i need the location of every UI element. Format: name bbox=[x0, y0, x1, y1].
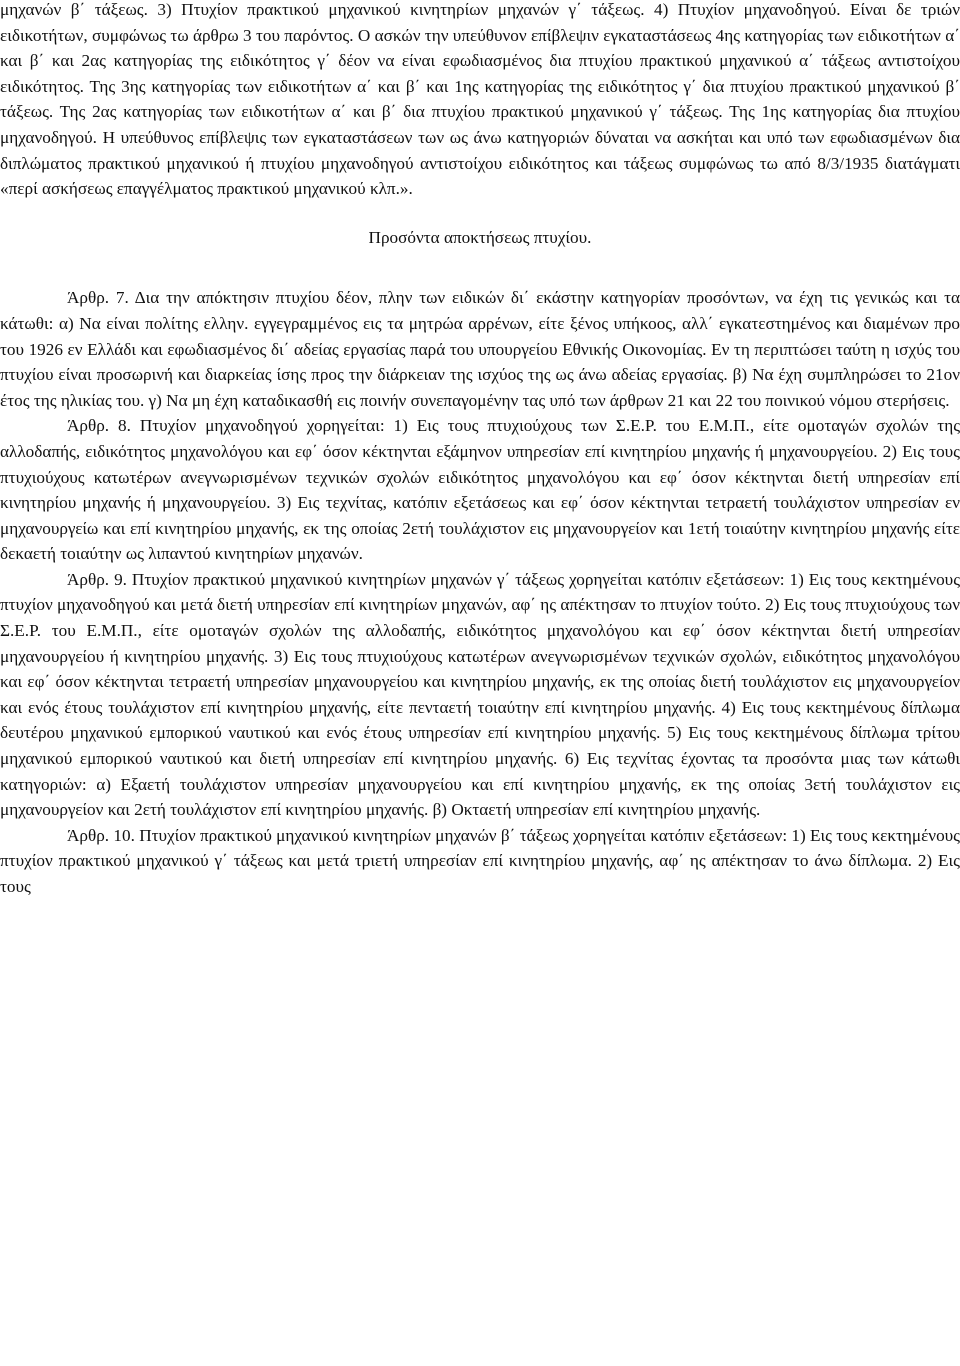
section-heading: Προσόντα αποκτήσεως πτυχίου. bbox=[368, 227, 592, 247]
paragraph-article-7: Άρθρ. 7. Δια την απόκτησιν πτυχίου δέον, πλην των ειδικών δι΄ εκάστην κατηγορίαν προσόντων, να έχη τις γενικώς και τα κάτωθι: α) Να είναι πολίτης ελλην. εγγεγραμμένος εις τα μητρώα αρρένων, είτε ξένος υπήκοος, αλλ΄ εγκατεστημένος και διαμένων προ του 1926 εν Ελλάδι και εφωδιασμένος δι΄ αδείας εργασίας παρά του υπουργείου Εθνικής Οικονομίας. Εν τη περιπτώσει ταύτη η ισχύς του πτυχίου είναι προσωρινή και διαρκείας ίσης προς την διάρκειαν της ισχύος της ως άνω αδείας εργασίας. β) Να έχη συμπληρώσει το 21ον έτος της ηλικίας του. γ) Να μη έχη καταδικασθή εις ποινήν συνεπαγομένην τας υπό των άρθρων 21 και 22 του ποινικού νόμου στερήσεις. bbox=[0, 288, 960, 410]
paragraph-article-10: Άρθρ. 10. Πτυχίον πρακτικού μηχανικού κινητηρίων μηχανών β΄ τάξεως χορηγείται κατόπιν εξετάσεων: 1) Εις τους κεκτημένους πτυχίον πρακτικού μηχανικού γ΄ τάξεως και μετά τριετή υπηρεσίαν επί κινητηρίου μηχανής, αφ΄ ης απέκτησαν το άνω δίπλωμα. 2) Εις τους bbox=[0, 825, 960, 896]
paragraph-article-9: Άρθρ. 9. Πτυχίον πρακτικού μηχανικού κινητηρίων μηχανών γ΄ τάξεως χορηγείται κατόπιν εξετάσεων: 1) Εις τους κεκτημένους πτυχίον μηχανοδηγού και μετά διετή υπηρεσίαν επί κινητηρίων μηχανών, αφ΄ ης απέκτησαν το πτυχίον τούτο. 2) Εις τους πτυχιούχους των Σ.Ε.Ρ. του Ε.Μ.Π., είτε ομοταγών σχολών της αλλοδαπής, ειδικότητος μηχανολόγου και εφ΄ όσον κέκτηνται διετή υπηρεσίαν μηχανουργείου ή κινητηρίου μηχανής. 3) Εις τους πτυχιούχους κατωτέρων ανεγνωρισμένων τεχνικών σχολών, ειδικότητος μηχανολόγου και εφ΄ όσον κέκτηνται τετραετή υπηρεσίαν μηχανουργείου και κινητηρίου μηχανής, εκ της οποίας διετή τουλάχιστον εις μηχανουργείον και ενός έτους τουλάχιστον επί κινητηρίου μηχανής, είτε πενταετή τοιαύτην επί κινητηρίου μηχανής. 4) Εις τους κεκτημένους δίπλωμα δευτέρου μηχανικού εμπορικού ναυτικού και ενός έτους υπηρεσίαν επί κινητηρίου μηχανής. 5) Εις τους κεκτημένους δίπλωμα τρίτου μηχανικού εμπορικού ναυτικού και διετή υπηρεσίαν επί κινητηρίου μηχανής. 6) Εις τεχνίτας έχοντας τα προσόντα μιας των κάτωθι κατηγοριών: α) Εξαετή τουλάχιστον υπηρεσίαν μηχανουργείου και επί κινητηρίου μηχανής, εκ της οποίας 3ετή τουλάχιστον εις μηχανουργείον και 2ετή τουλάχιστον επί κινητηρίου μηχανής. β) Οκταετή υπηρεσίαν επί κινητηρίου μηχανής. bbox=[0, 569, 960, 820]
paragraph-article-8: Άρθρ. 8. Πτυχίον μηχανοδηγού χορηγείται: 1) Εις τους πτυχιούχους των Σ.Ε.Ρ. του Ε.Μ.Π., είτε ομοταγών σχολών της αλλοδαπής, ειδικότητος μηχανολόγου και εφ΄ όσον κέκτηνται εξάμηνον υπηρεσίαν επί κινητηρίου μηχανής ή μηχανουργείου. 2) Εις τους πτυχιούχους κατωτέρων ανεγνωρισμένων τεχνικών σχολών ειδικότητος μηχανολόγου και εφ΄ όσον κέκτηνται διετή υπηρεσίαν επί κινητηρίου μηχανής ή μηχανουργείου. 3) Εις τεχνίτας, κατόπιν εξετάσεως και εφ΄ όσον κέκτηνται τετραετή τουλάχιστον υπηρεσίαν εν μηχανουργείω και επί κινητηρίου μηχανής, εκ της οποίας 2ετή τουλάχιστον εις μηχανουργείον και 1ετή τοιαύτην κινητηρίου μηχανής είτε δεκαετή τοιαύτην ως λιπαντού κινητηρίων μηχανών. bbox=[0, 416, 960, 564]
paragraph-license-categories: μηχανών β΄ τάξεως. 3) Πτυχίον πρακτικού μηχανικού κινητηρίων μηχανών γ΄ τάξεως. 4) Πτυχίον μηχανοδηγού. Είναι δε τριών ειδικοτήτων, συμφώνως τω άρθρω 3 του παρόντος. Ο ασκών την υπεύθυνον επίβλεψιν εγκαταστάσεως 4ης κατηγορίας των ειδικοτήτων α΄ και β΄ και 2ας κατηγορίας της ειδικότητος γ΄ δέον να είναι εφωδιασμένος δια πτυχίου πρακτικού μηχανικού α΄ τάξεως αντιστοίχου ειδικότητος. Της 3ης κατηγορίας των ειδικοτήτων α΄ και β΄ και 1ης κατηγορίας της ειδικότητος γ΄ δια πτυχίου πρακτικού μηχανικού β΄ τάξεως. Της 2ας κατηγορίας των ειδικοτήτων α΄ και β΄ δια πτυχίου πρακτικού μηχανικού γ΄ τάξεως. Της 1ης κατηγορίας δια πτυχίου μηχανοδηγού. Η υπεύθυνος επίβλεψις των εγκαταστάσεων των ως άνω κατηγοριών δύναται να ασκήται και υπό των εφωδιασμένων δια διπλώματος πρακτικού μηχανικού ή πτυχίου μηχανοδηγού αντιστοίχου ειδικότητος και τάξεως συμφώνως τω από 8/3/1935 διατάγματι «περί ασκήσεως επαγγέλματος πρακτικού μηχανικού κλπ.». bbox=[0, 0, 960, 199]
